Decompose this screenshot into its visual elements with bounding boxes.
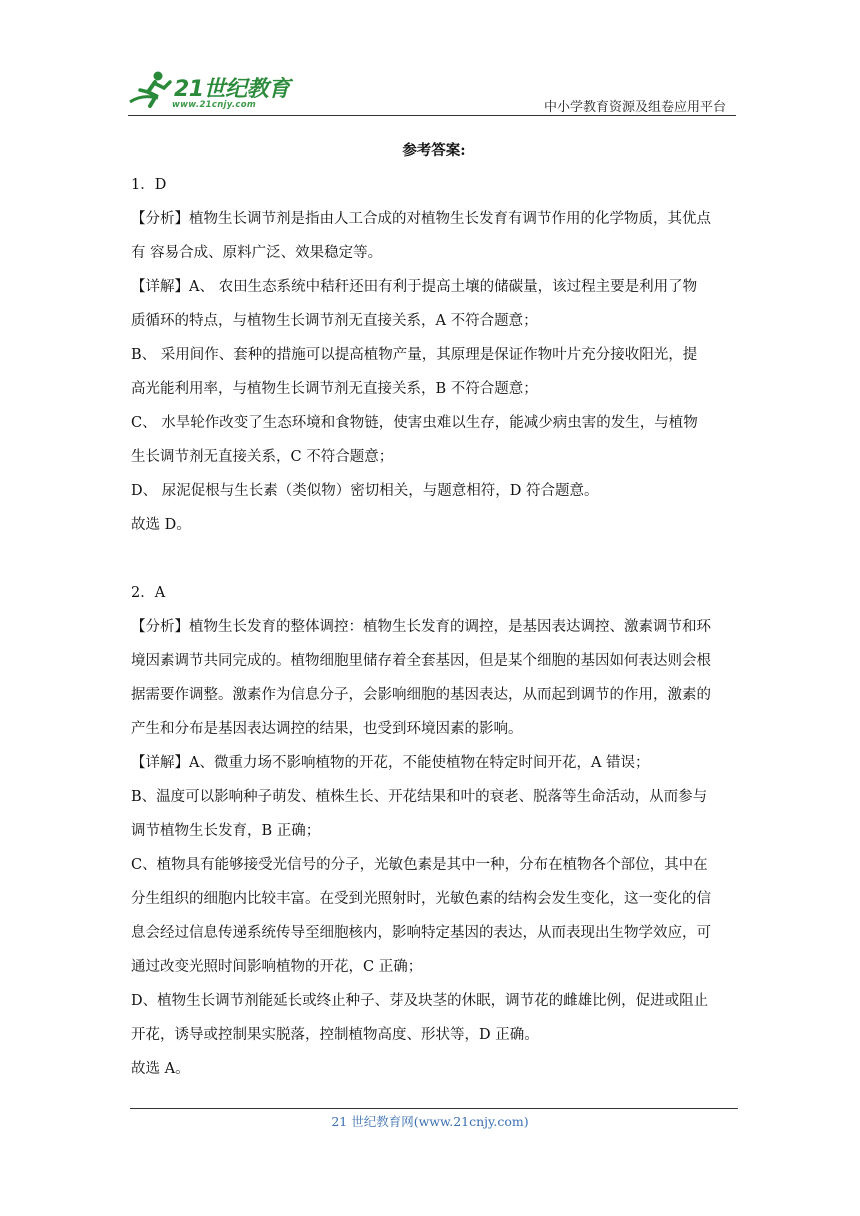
q1-analysis-line: 【分析】植物生长调节剂是指由人工合成的对植物生长发育有调节作用的化学物质，其优点 [131, 211, 711, 227]
q2-detail-line: B、温度可以影响种子萌发、植株生长、开花结果和叶的衰老、脱落等生命活动，从而参与 [131, 789, 708, 805]
footer-link[interactable]: 21 世纪教育网(www.21cnjy.com) [331, 1114, 529, 1129]
q2-detail-line: D、植物生长调节剂能延长或终止种子、芽及块茎的休眠，调节花的雌雄比例，促进或阻止 [131, 993, 709, 1009]
q2-analysis-line: 据需要作调整。激素作为信息分子，会影响细胞的基因表达，从而起到调节的作用，激素的 [131, 687, 711, 703]
spacer [131, 542, 737, 576]
logo-url: www.21cnjy.com [172, 100, 256, 110]
question-2 [131, 576, 737, 1086]
q2-detail-line: 开花，诱导或控制果实脱落，控制植物高度、形状等，D 正确。 [131, 1027, 539, 1043]
footer-divider [130, 1108, 738, 1109]
q1-analysis-line: 有 容易合成、原料广泛、效果稳定等。 [131, 245, 383, 261]
q2-answer: 2．A [131, 585, 166, 601]
answer-content [131, 134, 737, 1086]
q1-detail-line: 高光能利用率，与植物生长调节剂无直接关系，B 不符合题意； [131, 381, 538, 397]
q1-detail-line: 【详解】A、 农田生态系统中秸秆还田有利于提高土壤的储碳量，该过程主要是利用了物 [131, 279, 698, 295]
q2-detail-line: 调节植物生长发育，B 正确； [131, 823, 321, 839]
q2-detail-line: C、植物具有能够接受光信号的分子，光敏色素是其中一种，分布在植物各个部位，其中在 [131, 857, 708, 873]
q1-answer: 1．D [131, 177, 167, 193]
question-1 [131, 168, 737, 542]
page-title: 参考答案: [402, 142, 466, 159]
page-header [128, 66, 736, 116]
runner-icon [128, 68, 174, 114]
q2-analysis-line: 境因素调节共同完成的。植物细胞里储存着全套基因，但是某个细胞的基因如何表达则会根 [131, 653, 711, 669]
q2-detail-line: 【详解】A、微重力场不影响植物的开花，不能使植物在特定时间开花，A 错误； [131, 755, 650, 771]
q2-detail-line: 通过改变光照时间影响植物的开花，C 正确； [131, 959, 423, 975]
header-divider [128, 115, 736, 116]
platform-label: 中小学教育资源及组卷应用平台 [543, 100, 726, 115]
q1-detail-line: C、 水旱轮作改变了生态环境和食物链，使害虫难以生存，能减少病虫害的发生，与植物 [131, 415, 698, 431]
logo-text: 21世纪教育 [174, 77, 290, 102]
q2-detail-line: 分生组织的细胞内比较丰富。在受到光照射时，光敏色素的结构会发生变化，这一变化的信 [131, 891, 711, 907]
site-logo[interactable] [128, 66, 298, 114]
q1-detail-line: B、 采用间作、套种的措施可以提高植物产量，其原理是保证作物叶片充分接收阳光，提 [131, 347, 698, 363]
q2-analysis-line: 产生和分布是基因表达调控的结果，也受到环境因素的影响。 [131, 721, 523, 737]
q2-analysis-line: 【分析】植物生长发育的整体调控：植物生长发育的调控，是基因表达调控、激素调节和环 [131, 619, 711, 635]
q1-detail-line: D、 尿泥促根与生长素（类似物）密切相关，与题意相符，D 符合题意。 [131, 483, 599, 499]
q2-conclusion: 故选 A。 [131, 1061, 190, 1077]
q1-conclusion: 故选 D。 [131, 517, 191, 533]
q1-detail-line: 生长调节剂无直接关系，C 不符合题意； [131, 449, 394, 465]
q1-detail-line: 质循环的特点，与植物生长调节剂无直接关系，A 不符合题意； [131, 313, 538, 329]
q2-detail-line: 息会经过信息传递系统传导至细胞核内，影响特定基因的表达，从而表现出生物学效应，可 [131, 925, 711, 941]
